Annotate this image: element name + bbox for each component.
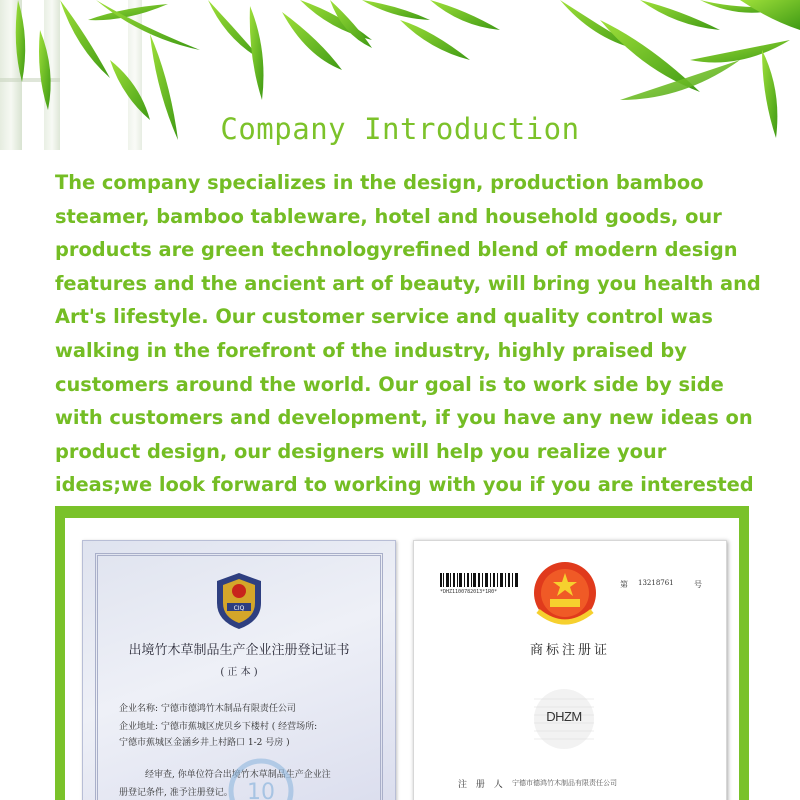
svg-text:10: 10 (247, 780, 275, 800)
barcode-icon (440, 573, 518, 587)
inspection-emblem-icon (213, 571, 265, 631)
certificate-panel (65, 518, 739, 800)
company-address-line-2: 宁德市蕉城区金涵乡井上村路口 1-2 号房 ) (119, 738, 290, 748)
company-intro-text: The company specializes in the design, production bamboo steamer, bamboo tableware, hotel and household goods, our products are green technologyrefined blend of modern design features and the ancient art of beauty, will bring you health and Art's lifestyle. Our customer service and quality control was walking in the forefront of the industry, highly praised by customers around the world. Our goal is to work side by side with customers and development, if you have any new ideas on product design, our designers will help you realize your ideas;we look forward to working with you if you are interested (55, 171, 761, 497)
national-emblem-icon (530, 559, 600, 631)
certificate-subtitle: ( 正 本 ) (220, 667, 258, 678)
review-line-1: 经审查, 你单位符合出境竹木草制品生产企业注 (145, 770, 331, 780)
registrant-value: 宁德市德鸿竹木制品有限责任公司 (512, 779, 617, 787)
registration-number: 13218761 (638, 579, 674, 587)
company-address-line: 企业地址: 宁德市蕉城区虎贝乡下楼村 ( 经营场所: (119, 722, 318, 732)
trademark-title: 商标注册证 (529, 643, 610, 658)
company-name-line: 企业名称: 宁德市德鸿竹木制品有限责任公司 (119, 704, 296, 714)
watermark-seal-icon (221, 751, 301, 800)
number-label: 第 (620, 580, 628, 589)
trademark-certificate (413, 540, 727, 800)
certificate-title: 出境竹木草制品生产企业注册登记证书 (128, 643, 350, 658)
number-suffix: 号 (694, 580, 702, 589)
registration-certificate (82, 540, 396, 800)
trademark-mark-text: DHZM (546, 709, 582, 724)
review-line-2: 册登记条件, 准予注册登记。 (119, 788, 233, 798)
svg-text:CIQ: CIQ (233, 605, 245, 612)
registrant-label: 注 册 人 (458, 780, 506, 790)
barcode-text: *DHZ1100782013*1R0* (440, 589, 498, 595)
page-title: Company Introduction (220, 112, 580, 146)
